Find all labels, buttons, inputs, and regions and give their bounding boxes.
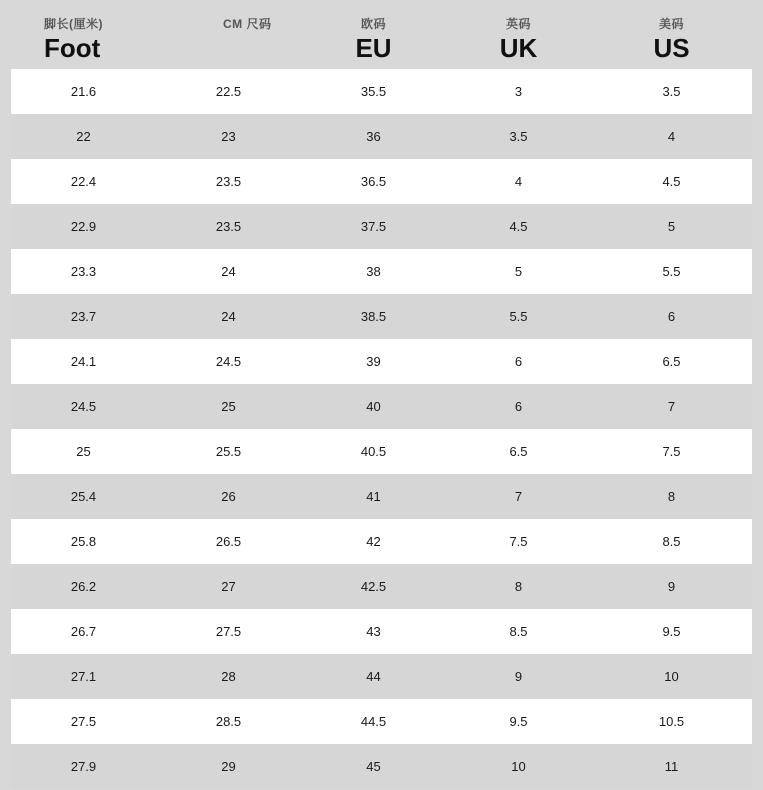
table-cell: 24.5 bbox=[156, 339, 301, 384]
table-row bbox=[11, 744, 752, 789]
table-row bbox=[11, 384, 752, 429]
table-cell: 23 bbox=[156, 114, 301, 159]
table-row bbox=[11, 699, 752, 744]
table-cell: 5.5 bbox=[591, 249, 752, 294]
table-cell: 24 bbox=[156, 294, 301, 339]
table-cell: 36 bbox=[301, 114, 446, 159]
column-header-eu-main: EU bbox=[355, 33, 392, 63]
table-cell: 37.5 bbox=[301, 204, 446, 249]
table-cell: 25 bbox=[156, 384, 301, 429]
table-cell: 10.5 bbox=[591, 699, 752, 744]
table-cell: 25.5 bbox=[156, 429, 301, 474]
table-cell: 23.5 bbox=[156, 204, 301, 249]
column-header-foot-sub: 脚长(厘米) bbox=[44, 17, 103, 31]
table-cell: 27.1 bbox=[11, 654, 156, 699]
table-cell: 3 bbox=[446, 69, 591, 114]
table-row bbox=[11, 159, 752, 204]
table-cell: 3.5 bbox=[591, 69, 752, 114]
column-header-eu bbox=[301, 0, 446, 69]
table-cell: 5 bbox=[446, 249, 591, 294]
table-cell: 8.5 bbox=[591, 519, 752, 564]
table-cell: 24 bbox=[156, 249, 301, 294]
table-cell: 5 bbox=[591, 204, 752, 249]
table-body bbox=[11, 69, 752, 789]
table-cell: 38.5 bbox=[301, 294, 446, 339]
column-header-us-sub: 美码 bbox=[658, 17, 684, 31]
table-cell: 24.1 bbox=[11, 339, 156, 384]
table-cell: 9.5 bbox=[591, 609, 752, 654]
table-cell: 23.3 bbox=[11, 249, 156, 294]
table-cell: 22 bbox=[11, 114, 156, 159]
column-header-foot-main: Foot bbox=[44, 33, 101, 63]
table-cell: 9.5 bbox=[446, 699, 591, 744]
table-row bbox=[11, 564, 752, 609]
column-header-uk-sub: 英码 bbox=[505, 17, 531, 31]
table-cell: 4.5 bbox=[446, 204, 591, 249]
table-cell: 7.5 bbox=[591, 429, 752, 474]
table-cell: 4 bbox=[591, 114, 752, 159]
table-cell: 25.8 bbox=[11, 519, 156, 564]
table-cell: 6 bbox=[446, 384, 591, 429]
table-cell: 8 bbox=[446, 564, 591, 609]
table-cell: 25.4 bbox=[11, 474, 156, 519]
table-cell: 8 bbox=[591, 474, 752, 519]
column-header-eu-sub: 欧码 bbox=[360, 17, 386, 31]
table-cell: 35.5 bbox=[301, 69, 446, 114]
table-cell: 36.5 bbox=[301, 159, 446, 204]
table-cell: 23.7 bbox=[11, 294, 156, 339]
table-cell: 10 bbox=[446, 744, 591, 789]
table-cell: 7.5 bbox=[446, 519, 591, 564]
column-header-foot bbox=[11, 0, 156, 69]
table-cell: 3.5 bbox=[446, 114, 591, 159]
table-cell: 40.5 bbox=[301, 429, 446, 474]
column-header-us-main: US bbox=[653, 33, 690, 63]
table-row bbox=[11, 204, 752, 249]
table-cell: 9 bbox=[591, 564, 752, 609]
table-cell: 6.5 bbox=[446, 429, 591, 474]
table-cell: 6.5 bbox=[591, 339, 752, 384]
table-row bbox=[11, 474, 752, 519]
table-row bbox=[11, 114, 752, 159]
column-header-cm-sub: CM 尺码 bbox=[223, 17, 272, 31]
table-header bbox=[11, 0, 752, 69]
table-cell: 45 bbox=[301, 744, 446, 789]
table-cell: 11 bbox=[591, 744, 752, 789]
table-cell: 22.9 bbox=[11, 204, 156, 249]
table-cell: 7 bbox=[446, 474, 591, 519]
table-cell: 10 bbox=[591, 654, 752, 699]
table-cell: 27.5 bbox=[11, 699, 156, 744]
table-cell: 26.2 bbox=[11, 564, 156, 609]
table-cell: 39 bbox=[301, 339, 446, 384]
column-header-us bbox=[591, 0, 752, 69]
column-header-cm bbox=[156, 0, 301, 69]
table-cell: 27.9 bbox=[11, 744, 156, 789]
table-cell: 9 bbox=[446, 654, 591, 699]
table-cell: 41 bbox=[301, 474, 446, 519]
table-cell: 42.5 bbox=[301, 564, 446, 609]
table-cell: 8.5 bbox=[446, 609, 591, 654]
table-cell: 24.5 bbox=[11, 384, 156, 429]
table-cell: 22.5 bbox=[156, 69, 301, 114]
table-row bbox=[11, 429, 752, 474]
table-cell: 27 bbox=[156, 564, 301, 609]
table-row bbox=[11, 654, 752, 699]
table-cell: 43 bbox=[301, 609, 446, 654]
table-row bbox=[11, 339, 752, 384]
table-cell: 23.5 bbox=[156, 159, 301, 204]
table-row bbox=[11, 519, 752, 564]
table-row bbox=[11, 249, 752, 294]
table-cell: 6 bbox=[591, 294, 752, 339]
table-cell: 26.5 bbox=[156, 519, 301, 564]
shoe-size-table bbox=[11, 0, 752, 789]
table-cell: 25 bbox=[11, 429, 156, 474]
table-cell: 44.5 bbox=[301, 699, 446, 744]
table-cell: 42 bbox=[301, 519, 446, 564]
table-row bbox=[11, 609, 752, 654]
table-cell: 4.5 bbox=[591, 159, 752, 204]
table-cell: 5.5 bbox=[446, 294, 591, 339]
table-cell: 7 bbox=[591, 384, 752, 429]
table-cell: 38 bbox=[301, 249, 446, 294]
table-cell: 26 bbox=[156, 474, 301, 519]
table-cell: 29 bbox=[156, 744, 301, 789]
table-cell: 28.5 bbox=[156, 699, 301, 744]
table-row bbox=[11, 69, 752, 114]
table-cell: 6 bbox=[446, 339, 591, 384]
table-cell: 4 bbox=[446, 159, 591, 204]
column-header-uk-main: UK bbox=[499, 33, 538, 63]
table-cell: 40 bbox=[301, 384, 446, 429]
column-header-uk bbox=[446, 0, 591, 69]
table-cell: 27.5 bbox=[156, 609, 301, 654]
table-row bbox=[11, 294, 752, 339]
table-cell: 44 bbox=[301, 654, 446, 699]
table-header-row bbox=[11, 0, 752, 69]
table-cell: 26.7 bbox=[11, 609, 156, 654]
table-cell: 22.4 bbox=[11, 159, 156, 204]
table-cell: 28 bbox=[156, 654, 301, 699]
table-cell: 21.6 bbox=[11, 69, 156, 114]
